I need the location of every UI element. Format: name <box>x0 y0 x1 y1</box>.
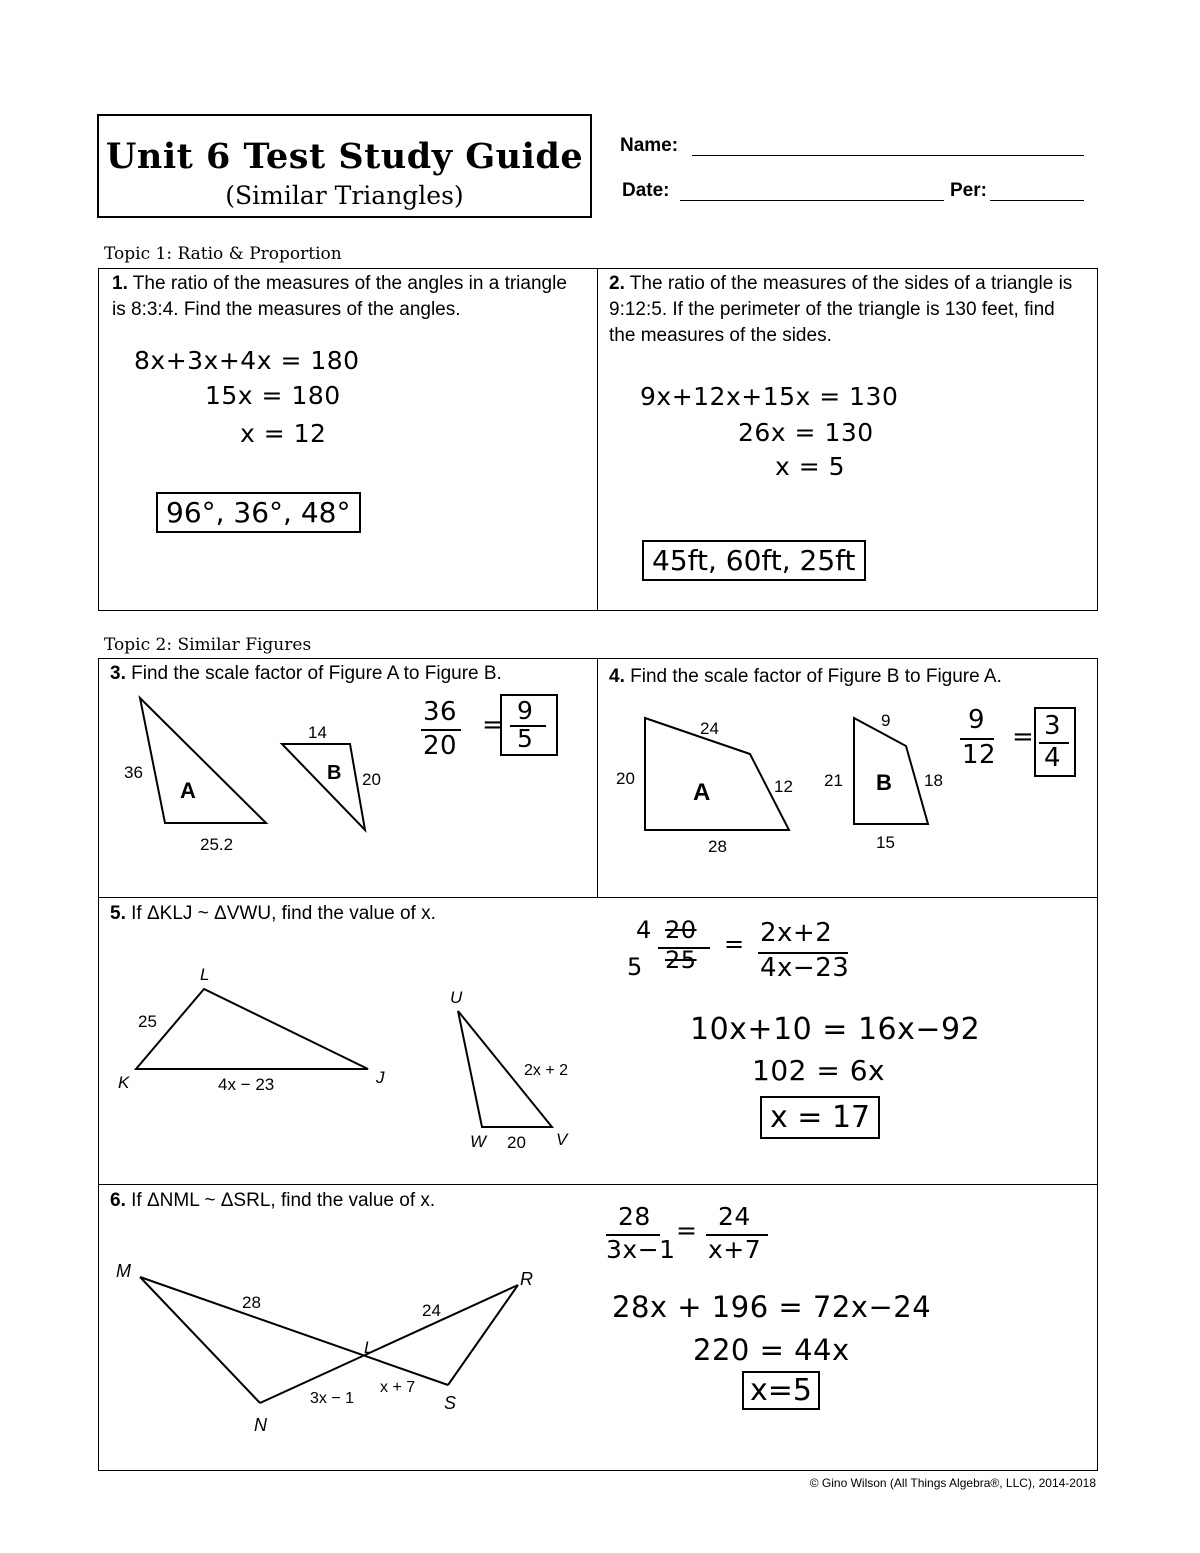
fig-b-top-side: 14 <box>308 723 327 742</box>
vertex-m: M <box>116 1261 131 1281</box>
q6-answer-box: x=5 <box>742 1371 820 1410</box>
q5-work-line-2: 102 = 6x <box>752 1054 886 1087</box>
q6-rhs-denominator: x+7 <box>708 1235 762 1264</box>
date-field[interactable] <box>680 200 944 201</box>
q2-work-line-2: 26x = 130 <box>738 418 874 447</box>
fig-b-right-side: 20 <box>362 770 381 789</box>
q4-work-denominator: 12 <box>962 740 997 770</box>
fig-a-top-side: 24 <box>700 719 719 738</box>
vertex-v: V <box>556 1130 568 1149</box>
question-prompt: The ratio of the measures of the sides of a triangle is 9:12:5. If the perimeter of the triangle is 130 feet, find the measures of the sides. <box>609 273 1073 346</box>
q4-work-numerator: 9 <box>968 705 986 735</box>
question-1-text <box>112 271 582 323</box>
q3-figures <box>100 690 430 860</box>
q6-equals: = <box>676 1216 698 1245</box>
q6-lhs-numerator: 28 <box>618 1202 651 1231</box>
triangle-klj <box>136 989 368 1069</box>
question-number: 2. <box>609 273 625 294</box>
q4-figures <box>600 700 960 870</box>
side-lr: 24 <box>422 1301 441 1320</box>
fig-b-left-side: 21 <box>824 771 843 790</box>
question-number: 5. <box>110 903 126 924</box>
q2-answer-box: 45ft, 60ft, 25ft <box>642 540 866 581</box>
question-prompt: Find the scale factor of Figure A to Figure B. <box>131 663 502 684</box>
fig-b-bottom-side: 15 <box>876 833 895 852</box>
q3-work-numerator: 36 <box>423 697 458 727</box>
copyright-footer: © Gino Wilson (All Things Algebra®, LLC), 2014-2018 <box>809 1476 1096 1490</box>
q3-answer-denominator: 5 <box>517 724 534 753</box>
q4-equals: = <box>1012 722 1035 752</box>
vertex-u: U <box>450 988 463 1007</box>
vertex-l: L <box>200 965 210 984</box>
q4-answer-box <box>1034 707 1076 777</box>
fig-b-right-side: 18 <box>924 771 943 790</box>
fig-b-top-side: 9 <box>881 711 891 730</box>
vertex-s: S <box>444 1393 457 1413</box>
vertex-n: N <box>254 1415 267 1435</box>
q6-lhs-denominator: 3x−1 <box>606 1235 676 1264</box>
side-kj: 4x − 23 <box>218 1075 275 1094</box>
question-number: 1. <box>112 273 128 294</box>
question-4-text <box>609 664 1089 690</box>
vertex-j: J <box>376 1068 385 1087</box>
q1-work-line-3: x = 12 <box>240 419 327 448</box>
fig-b-label: B <box>876 770 892 795</box>
q5-work-denominator: 25 <box>665 946 697 974</box>
q1-work-line-2: 15x = 180 <box>205 381 341 410</box>
topic-2-label: Topic 2: Similar Figures <box>104 635 312 655</box>
side-ls: x + 7 <box>380 1379 416 1396</box>
date-label: Date: <box>622 180 670 201</box>
fig-b-label: B <box>327 762 342 784</box>
question-prompt: If ΔKLJ ~ ΔVWU, find the value of x. <box>131 903 436 924</box>
q3-answer-box <box>500 694 558 756</box>
q2-work-line-3: x = 5 <box>775 452 846 481</box>
period-field[interactable] <box>990 200 1084 201</box>
figure-a-triangle <box>140 698 266 823</box>
q6-work-line-1: 28x + 196 = 72x−24 <box>612 1290 932 1324</box>
q6-figure <box>100 1255 580 1445</box>
figure-b-triangle <box>282 744 365 830</box>
q5-answer-box: x = 17 <box>760 1096 880 1139</box>
question-5-text <box>110 901 590 927</box>
q5-work-line-1: 10x+10 = 16x−92 <box>690 1012 981 1047</box>
fig-a-left-side: 36 <box>124 763 143 782</box>
question-prompt: Find the scale factor of Figure B to Figure A. <box>630 666 1002 687</box>
q3-answer-numerator: 9 <box>517 696 534 725</box>
q3-equals: = <box>482 710 505 740</box>
q1-work-line-1: 8x+3x+4x = 180 <box>134 346 360 375</box>
vertex-k: K <box>118 1073 130 1092</box>
q5-figures <box>100 955 600 1165</box>
vertex-r: R <box>520 1269 533 1289</box>
q6-work-line-2: 220 = 44x <box>693 1333 850 1367</box>
q5-work-reduced-den: 5 <box>627 953 643 981</box>
per-label: Per: <box>950 180 987 201</box>
question-6-text <box>110 1188 590 1214</box>
fig-a-bottom-side: 28 <box>708 837 727 856</box>
fig-a-label: A <box>693 779 711 806</box>
q6-rhs-numerator: 24 <box>718 1202 751 1231</box>
vertex-w: W <box>470 1132 487 1151</box>
side-uv: 2x + 2 <box>524 1062 569 1079</box>
q1-answer-box: 96°, 36°, 48° <box>156 492 361 533</box>
q2-work-line-1: 9x+12x+15x = 130 <box>640 382 899 411</box>
segment-ms <box>140 1277 448 1385</box>
question-prompt: If ΔNML ~ ΔSRL, find the value of x. <box>131 1190 436 1211</box>
page-subtitle: (Similar Triangles) <box>225 181 464 210</box>
question-number: 3. <box>110 663 126 684</box>
title-box <box>97 114 592 218</box>
question-number: 4. <box>609 666 625 687</box>
question-prompt: The ratio of the measures of the angles in a triangle is 8:3:4. Find the measures of the angles. <box>112 273 567 320</box>
side-wv: 20 <box>507 1133 526 1152</box>
side-kl: 25 <box>138 1012 157 1031</box>
q4-answer-denominator: 4 <box>1044 743 1062 773</box>
q4-answer-numerator: 3 <box>1044 711 1062 741</box>
name-field[interactable] <box>692 155 1084 156</box>
q5-work-numerator: 20 <box>665 916 697 944</box>
question-number: 6. <box>110 1190 126 1211</box>
side-ml: 28 <box>242 1293 261 1312</box>
page-title: Unit 6 Test Study Guide <box>105 136 584 177</box>
fig-a-right-side: 12 <box>774 777 793 796</box>
q5-work-reduced-num: 4 <box>636 916 652 944</box>
fig-a-bottom-side: 25.2 <box>200 835 234 854</box>
q5-rhs-denominator: 4x−23 <box>760 953 850 983</box>
q3-work-denominator: 20 <box>423 731 458 761</box>
question-3-text <box>110 661 590 687</box>
topic-1-label: Topic 1: Ratio & Proportion <box>104 244 342 264</box>
q5-rhs-numerator: 2x+2 <box>760 918 833 948</box>
fig-a-left-side: 20 <box>616 769 635 788</box>
question-2-text <box>609 271 1079 349</box>
fig-a-label: A <box>180 778 196 803</box>
q5-equals: = <box>724 930 745 958</box>
side-nl: 3x − 1 <box>310 1390 355 1407</box>
vertex-l: L <box>364 1338 374 1357</box>
name-label: Name: <box>620 135 679 156</box>
